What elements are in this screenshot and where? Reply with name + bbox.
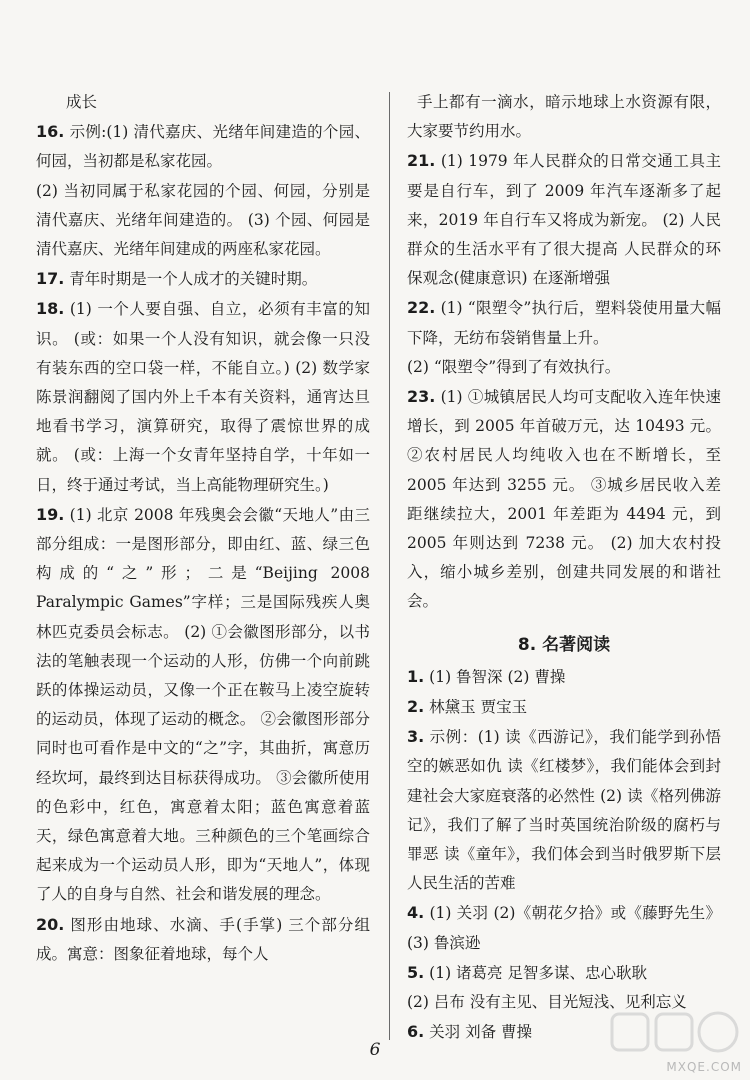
answer-text: 图形由地球、水滴、手(手掌) 三个部分组成。寓意：图象征着地球，每个人 bbox=[36, 915, 370, 963]
right-column bbox=[407, 88, 726, 1048]
answer-item bbox=[407, 692, 721, 722]
answer-text: 示例:(1) 清代嘉庆、光绪年间建造的个园、何园，当初都是私家花园。 (2) 当初同属于私家花园的个园、何园，分别是清代嘉庆、光绪年间建造的。 (3) 个园、何园是清代嘉庆、光绪年间建成的两座私家花园。 bbox=[36, 123, 370, 259]
answer-number: 19. bbox=[36, 504, 65, 524]
answer-number: 22. bbox=[407, 298, 436, 318]
answer-item bbox=[36, 264, 370, 294]
answer-number: 21. bbox=[407, 151, 436, 171]
answer-number: 23. bbox=[407, 387, 436, 407]
answer-number: 20. bbox=[36, 914, 65, 934]
answer-text: (1) 一个人要自强、自立，必须有丰富的知识。 (或：如果一个人没有知识，就会像一只没有装东西的空口袋一样，不能自立。) (2) 数学家陈景润翻阅了国内外上千本有关资料，通宵达旦地看书学习，演算研究，取得了震惊世界的成就。 (或：上海一个女青年坚持自学，十年如一日，终于通过考试，当上高能物理研究生。) bbox=[36, 300, 370, 494]
left-column bbox=[36, 88, 375, 969]
column-divider bbox=[389, 92, 390, 1040]
answer-text: 手上都有一滴水，暗示地球上水资源有限，大家要节约用水。 bbox=[407, 93, 721, 141]
answer-number: 5. bbox=[407, 962, 425, 982]
answer-number: 4. bbox=[407, 903, 425, 923]
answer-text: (1) 北京 2008 年残奥会会徽“天地人”由三部分组成：一是图形部分，即由红、蓝、绿三色构成的“之”形；二是“Beijing 2008 Paralympic Games”字样；三是国际残疾人奥林匹克委员会标志。 (2) ①会徽图形部分，以书法的笔触表现一个运动的人形，仿佛一个向前跳跃的体操运动员，又像一个正在鞍马上凌空旋转的运动员，体现了运动的概念。 ②会徽图形部分同时也可看作是中文的“之”字，其曲折，寓意历经坎坷，最终到达目标获得成功。 ③会徽所使用的色彩中，红色，寓意着太阳；蓝色寓意着蓝天，绿色寓意着大地。三种颜色的三个笔画综合起来成为一个运动员人形，即为“天地人”，体现了人的自身与自然、社会和谐发展的理念。 bbox=[36, 505, 375, 904]
answer-item bbox=[407, 293, 721, 382]
answer-text: 成长 bbox=[66, 93, 98, 111]
answer-number: 3. bbox=[407, 727, 425, 747]
page-number: 6 bbox=[369, 1040, 381, 1060]
answer-text: 关羽 刘备 曹操 bbox=[429, 1023, 533, 1042]
answer-number: 18. bbox=[36, 299, 65, 319]
answer-text: (1) 诸葛亮 足智多谋、忠心耿耿 (2) 吕布 没有主见、目光短浅、见利忘义 bbox=[407, 963, 687, 1012]
answer-text: 示例：(1) 读《西游记》，我们能学到孙悟空的嫉恶如仇 读《红楼梦》，我们能体会到封建社会大家庭衰落的必然性 (2) 读《格列佛游记》，我们了解了当时英国统治阶级的腐朽与罪恶 读《童年》，我们体会到当时俄罗斯下层人民生活的苦难 bbox=[407, 728, 721, 893]
answer-item bbox=[407, 662, 721, 692]
section-heading: 8. 名著阅读 bbox=[517, 634, 611, 655]
answer-item bbox=[36, 500, 375, 910]
answer-text: 青年时期是一个人成才的关键时期。 bbox=[69, 270, 318, 289]
answer-number: 16. bbox=[36, 122, 65, 142]
answer-item bbox=[36, 88, 370, 117]
answer-text: (1) 1979 年人民群众的日常交通工具主要是自行车，到了 2009 年汽车逐渐多了起来，2019 年自行车又将成为新宠。 (2) 人民群众的生活水平有了很大提高 人民群众的环保观念(健康意识) 在逐渐增强 bbox=[407, 152, 721, 288]
answer-text: (1) ①城镇居民人均可支配收入连年快速增长，到 2005 年首破万元，达 10493 元。 ②农村居民人均纯收入也在不断增长，至 2005 年达到 3255 元。 ③城乡居民收入差距继续拉大，2001 年差距为 4494 元，到 2005 年则达到 7238 元。 (2) 加大农村投入，缩小城乡差别，创建共同发展的和谐社会。 bbox=[407, 388, 726, 611]
answer-number: 1. bbox=[407, 666, 425, 686]
answer-number: 2. bbox=[407, 697, 425, 717]
answer-text: (1) “限塑令”执行后，塑料袋使用量大幅下降，无纺布袋销售量上升。 (2) “限塑令”得到了有效执行。 bbox=[407, 299, 721, 376]
answer-text: 林黛玉 贾宝玉 bbox=[429, 698, 528, 717]
answer-item bbox=[407, 382, 726, 617]
answer-item bbox=[36, 117, 370, 264]
answer-number: 17. bbox=[36, 269, 65, 289]
answer-text: (1) 鲁智深 (2) 曹操 bbox=[429, 667, 566, 686]
answer-item bbox=[407, 722, 721, 898]
answer-number: 6. bbox=[407, 1022, 425, 1042]
answer-text: (1) 关羽 (2)《朝花夕拾》或《藤野先生》 (3) 鲁滨逊 bbox=[407, 904, 726, 952]
answer-item bbox=[407, 146, 721, 293]
answer-item bbox=[407, 88, 721, 146]
answer-item bbox=[36, 294, 370, 499]
answer-item bbox=[407, 898, 726, 957]
watermark-url: MXQE.COM bbox=[666, 1060, 742, 1074]
answer-item bbox=[36, 910, 370, 969]
